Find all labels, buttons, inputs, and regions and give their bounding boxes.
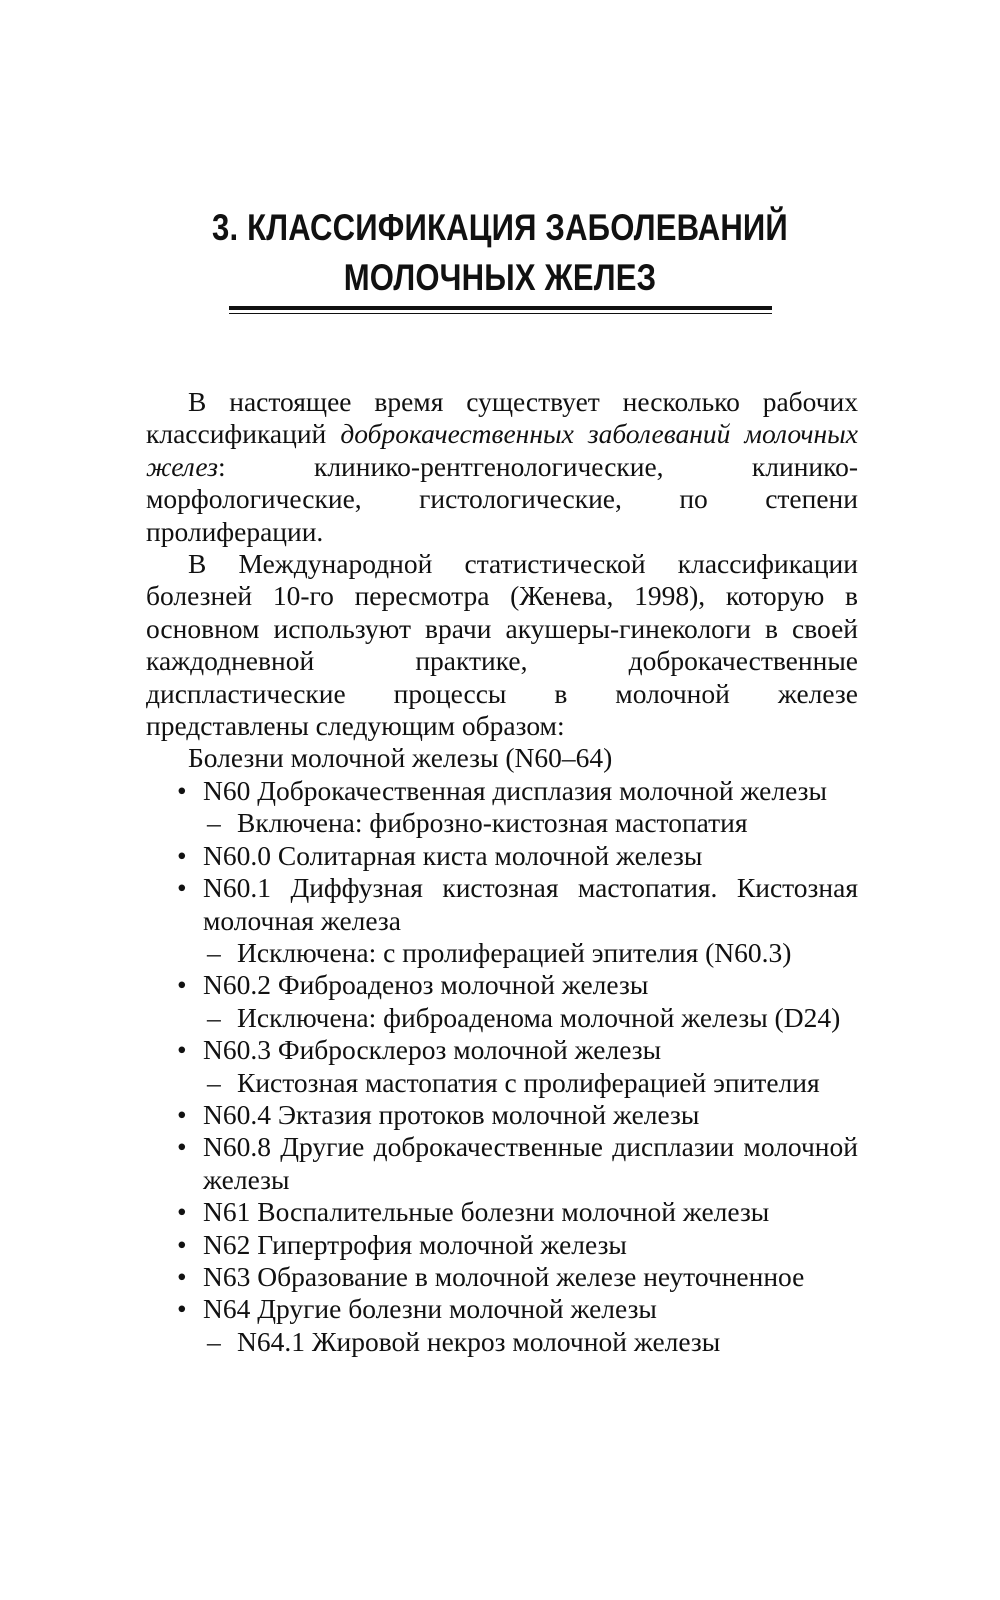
list-item — [146, 1229, 858, 1261]
list-item-text: N62 Гипертрофия молочной железы — [203, 1228, 627, 1260]
dash-icon: – — [207, 807, 221, 839]
dash-icon: – — [207, 1066, 221, 1098]
list-subitem — [146, 1002, 858, 1034]
list-item-text: N60.4 Эктазия протоков молочной железы — [203, 1098, 700, 1130]
bullet-icon: • — [177, 1228, 187, 1260]
title-underline — [229, 306, 772, 314]
list-subitem-text: Исключена: фиброаденома молочной железы (D24) — [237, 1001, 841, 1033]
bullet-icon: • — [177, 839, 187, 871]
list-item-text: N64 Другие болезни молочной железы — [203, 1293, 657, 1325]
intro-paragraph-1-start: В настоящее время существует несколько рабочих классификаций — [146, 386, 858, 450]
classification-list — [146, 775, 858, 1358]
list-item-text: N60.8 Другие доброкачественные дисплазии молочной железы — [203, 1131, 858, 1195]
body-text — [146, 386, 858, 1358]
list-heading: Болезни молочной железы (N60–64) — [188, 742, 613, 774]
bullet-icon: • — [177, 1098, 187, 1130]
list-subitem-text: Исключена: с пролиферацией эпителия (N60.3) — [237, 936, 792, 968]
list-item-text: N60.2 Фиброаденоз молочной железы — [203, 969, 649, 1001]
list-item — [146, 1131, 858, 1196]
list-item — [146, 1261, 858, 1293]
title-underline-thick — [229, 306, 772, 310]
list-item-text: N60 Доброкачественная дисплазия молочной железы — [203, 774, 827, 806]
dash-icon: – — [207, 936, 221, 968]
bullet-icon: • — [177, 969, 187, 1001]
intro-paragraph-2: В Международной статистической классификации болезней 10-го пересмотра (Женева, 1998), которую в основном используют врачи акушеры-гинекологи в своей каждодневной практике, доброкачественные диспластические процессы в молочной железе представлены следующим образом: — [146, 548, 858, 742]
intro-paragraph-1-italic: доброкачественных заболеваний молочных желез — [146, 418, 858, 482]
list-item — [146, 1099, 858, 1131]
list-item-text: N60.3 Фибросклероз молочной железы — [203, 1034, 662, 1066]
list-subitem — [146, 1067, 858, 1099]
list-subitem — [146, 1326, 858, 1358]
list-item-text: N60.0 Солитарная киста молочной железы — [203, 839, 703, 871]
list-item — [146, 1034, 858, 1066]
list-subitem — [146, 937, 858, 969]
intro-paragraph-1 — [146, 386, 858, 548]
chapter-title — [206, 203, 794, 303]
bullet-icon: • — [177, 1196, 187, 1228]
list-item-text: N63 Образование в молочной железе неуточненное — [203, 1260, 805, 1292]
list-item — [146, 1293, 858, 1325]
list-item — [146, 775, 858, 807]
list-item — [146, 1196, 858, 1228]
list-subitem-text: Включена: фиброзно-кистозная мастопатия — [237, 807, 748, 839]
bullet-icon: • — [177, 1131, 187, 1163]
bullet-icon: • — [177, 872, 187, 904]
intro-paragraph-1-end: : клинико-рентгенологические, клинико-морфологические, гистологические, по степени пролиферации. — [146, 450, 858, 547]
list-item-text: N60.1 Диффузная кистозная мастопатия. Кистозная молочная железа — [203, 872, 858, 936]
bullet-icon: • — [177, 774, 187, 806]
chapter-title-line-1: 3. КЛАССИФИКАЦИЯ ЗАБОЛЕВАНИЙ — [212, 207, 788, 248]
list-item-text: N61 Воспалительные болезни молочной железы — [203, 1196, 770, 1228]
list-subitem-text: Кистозная мастопатия с пролиферацией эпителия — [237, 1066, 820, 1098]
chapter-title-line-2: МОЛОЧНЫХ ЖЕЛЕЗ — [343, 257, 657, 298]
list-item — [146, 872, 858, 937]
title-underline-thin — [229, 313, 772, 314]
list-item — [146, 840, 858, 872]
list-subitem — [146, 807, 858, 839]
list-subitem-text: N64.1 Жировой некроз молочной железы — [237, 1325, 721, 1357]
list-item — [146, 969, 858, 1001]
bullet-icon: • — [177, 1034, 187, 1066]
dash-icon: – — [207, 1001, 221, 1033]
dash-icon: – — [207, 1325, 221, 1357]
bullet-icon: • — [177, 1260, 187, 1292]
bullet-icon: • — [177, 1293, 187, 1325]
